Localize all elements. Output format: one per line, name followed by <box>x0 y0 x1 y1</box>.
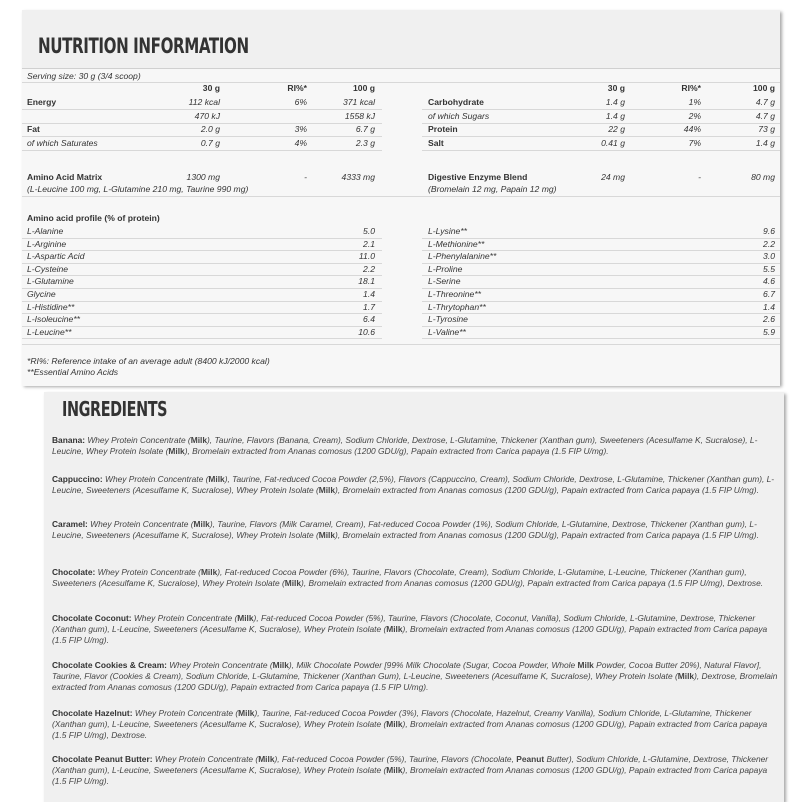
nutrient-ri: 7% <box>688 137 701 148</box>
allergen: Milk <box>386 624 403 634</box>
nutrient-100g: 73 g <box>758 124 775 134</box>
nutrient-100g: 1558 kJ <box>344 110 375 121</box>
amino-acid-value: 4.6 <box>763 276 775 287</box>
amino-acid-name: Glycine <box>27 289 56 299</box>
header-100g-left: 100 g <box>353 83 375 93</box>
ingredient-text: ), Bromelain extracted from Ananas comosus (1200 GDU/g), Papain extracted from Carica papaya (1.5 FIP U/mg), Dextrose. <box>301 578 764 588</box>
amino-profile-title: Amino acid profile (% of protein) <box>27 213 160 223</box>
amino-acid-name: L-Phenylalanine** <box>428 251 497 262</box>
amino-acid-value: 1.4 <box>763 301 775 312</box>
nutrient-name: Carbohydrate <box>428 97 484 107</box>
nutrient-100g: 4.7 g <box>755 110 775 121</box>
amino-acid-value: 11.0 <box>358 251 375 262</box>
ingredient-text: Whey Protein Concentrate ( <box>95 567 201 577</box>
ingredient-text: ), Taurine, Fat-reduced Cocoa Powder (3%), Flavors (Chocolate, Hazelnut, Creamy Vanilla), Sodium Chloride, L-Glutamine, Thickener (Xanthan gum), L-Leucine, Sweeteners (Acesulfame K, Sucralose), Whey Protein Isolate ( <box>52 708 752 729</box>
ingredients-panel <box>44 392 784 802</box>
amino-acid-value: 6.7 <box>763 289 775 299</box>
ingredient-text: Whey Protein Concentrate ( <box>87 519 194 529</box>
amino-acid-value: 5.5 <box>763 263 775 274</box>
nutrient-name: Energy <box>27 97 57 107</box>
amino-acid-name: L-Histidine** <box>27 301 75 312</box>
header-ri-left: RI%* <box>287 83 307 93</box>
ingredient-text: ), Fat-reduced Cocoa Powder (5%), Taurine, Flavors (Chocolate, Coconut, Vanilla), Sodium Chloride, L-Glutamine, Dextrose, Thickener (Xanthan gum), L-Leucine, Sweeteners (Acesulfame K, Sucralose), Whey Protein Isolate ( <box>52 613 756 634</box>
nutrient-100g: 1.4 g <box>755 137 775 148</box>
nutrient-100g: 371 kcal <box>342 97 375 107</box>
amino-acid-value: 9.6 <box>763 226 775 236</box>
amino-acid-name: L-Tyrosine <box>428 314 468 325</box>
ingredient-entry <box>52 519 778 541</box>
allergen: Milk <box>577 660 594 670</box>
amino-acid-name: L-Isoleucine** <box>27 314 81 325</box>
amino-acid-name: L-Aspartic Acid <box>27 251 85 262</box>
ingredient-entry <box>52 474 778 496</box>
nutrient-30g: 112 kcal <box>188 97 220 107</box>
allergen: Milk <box>677 671 695 681</box>
amino-acid-value: 10.6 <box>358 326 375 337</box>
ingredient-entry <box>52 613 778 646</box>
ingredient-entry <box>52 754 778 787</box>
enzyme-blend-name: Digestive Enzyme Blend <box>428 172 528 182</box>
allergen: Milk <box>258 754 275 764</box>
nutrient-name: Protein <box>428 124 458 134</box>
ingredient-flavor-name: Cappuccino: <box>52 474 103 484</box>
amino-acid-value: 1.7 <box>363 301 375 312</box>
amino-acid-value: 2.2 <box>763 238 775 249</box>
footnote-ri: *RI%: Reference intake of an average adult (8400 kJ/2000 kcal) <box>27 356 270 366</box>
amino-matrix-ri: - <box>304 172 307 182</box>
amino-matrix-100g: 4333 mg <box>341 172 375 182</box>
nutrient-name: Salt <box>428 137 444 148</box>
allergen: Milk <box>190 435 208 445</box>
amino-acid-name: L-Cysteine <box>27 263 69 274</box>
ingredient-text: Powder, Cocoa Butter 20%), Natural Flavor], Taurine, Flavor (Cookies & Cream), Sodium Chloride, L-Glutamine, Thickener (Xanthan Gum), L-Leucine, Sweeteners (Acesulfame K, Sucralose), Whey Protein Isolate ( <box>52 660 762 681</box>
allergen: Milk <box>238 708 255 718</box>
ingredient-text: Whey Protein Concentrate ( <box>152 754 259 764</box>
allergen: Milk <box>168 446 185 456</box>
ingredient-entry <box>52 435 778 457</box>
amino-acid-value: 5.9 <box>763 326 775 337</box>
amino-matrix-detail: (L-Leucine 100 mg, L-Glutamine 210 mg, Taurine 990 mg) <box>27 184 249 194</box>
ingredient-text: ), Bromelain extracted from Ananas comosus (1200 GDU/g), Papain extracted from Carica papaya (1.5 FIP U/mg). <box>335 485 759 495</box>
allergen: Milk <box>318 530 336 540</box>
amino-acid-name: L-Thrytophan** <box>428 301 486 312</box>
amino-acid-name: L-Serine <box>428 276 461 287</box>
ingredient-flavor-name: Chocolate Hazelnut: <box>52 708 133 718</box>
header-100g-right: 100 g <box>753 83 775 93</box>
ingredient-text: Whey Protein Concentrate ( <box>85 435 191 445</box>
allergen: Milk <box>272 660 289 670</box>
ingredients-title: INGREDIENTS <box>62 397 168 421</box>
nutrient-ri: 2% <box>688 110 701 121</box>
allergen: Milk <box>200 567 218 577</box>
ingredient-text: Whey Protein Concentrate ( <box>166 660 273 670</box>
ingredient-flavor-name: Chocolate: <box>52 567 96 577</box>
amino-acid-value: 2.2 <box>363 263 375 274</box>
amino-acid-value: 3.0 <box>763 251 775 262</box>
nutrient-name: of which Sugars <box>428 110 490 121</box>
footnote-essential: **Essential Amino Acids <box>27 367 119 377</box>
ingredient-text: Whey Protein Concentrate ( <box>131 613 238 623</box>
nutrient-ri: 1% <box>688 97 701 107</box>
nutrient-100g: 6.7 g <box>355 124 375 134</box>
ingredient-entry <box>52 660 778 693</box>
enzyme-blend-100g: 80 mg <box>751 172 775 182</box>
amino-acid-name: L-Valine** <box>428 326 466 337</box>
nutrient-ri: 6% <box>294 97 307 107</box>
ingredient-text: ), Bromelain extracted from Ananas comosus (1200 GDU/g), Papain extracted from Carica papaya (1.5 FIP U/mg). <box>52 624 768 645</box>
nutrient-ri: 4% <box>294 137 307 148</box>
nutrient-name: of which Saturates <box>27 137 98 148</box>
nutrient-30g: 2.0 g <box>200 124 220 134</box>
ingredient-text: ), Taurine, Fat-reduced Cocoa Powder (2,5%), Flavors (Cappuccino, Cream), Sodium Chloride, Dextrose, L-Glutamine, Thickener (Xanthan gum), L-Leucine, Sweeteners (Acesulfame K, Sucralose), Whey Protein Isolate ( <box>52 474 775 495</box>
amino-acid-name: L-Alanine <box>27 226 64 236</box>
nutrient-30g: 0.41 g <box>601 137 625 148</box>
amino-acid-value: 2.1 <box>363 238 375 249</box>
nutrient-100g: 2.3 g <box>355 137 375 148</box>
ingredient-flavor-name: Banana: <box>52 435 86 445</box>
ingredient-flavor-name: Chocolate Cookies & Cream: <box>52 660 167 670</box>
amino-acid-value: 6.4 <box>363 314 375 325</box>
nutrition-title: NUTRITION INFORMATION <box>38 34 249 58</box>
header-30g-right: 30 g <box>607 83 625 93</box>
enzyme-blend-detail: (Bromelain 12 mg, Papain 12 mg) <box>428 184 557 194</box>
ingredient-text: ), Bromelain extracted from Ananas comosus (1200 GDU/g), Papain extracted from Carica papaya (1.5 FIP U/mg). <box>52 765 768 786</box>
amino-matrix-name: Amino Acid Matrix <box>27 172 103 182</box>
nutrient-30g: 1.4 g <box>605 97 625 107</box>
ingredient-text: ), Milk Chocolate Powder [99% Milk Chocolate (Sugar, Cocoa Powder, Whole <box>288 660 578 670</box>
allergen: Milk <box>386 719 403 729</box>
nutrient-30g: 22 g <box>608 124 625 134</box>
ingredient-text: Butter), Sodium Chloride, L-Glutamine, Dextrose, Thickener (Xanthan gum), L-Leucine, Sweeteners (Acesulfame K, Sucralose), Whey Protein Isolate ( <box>52 754 769 775</box>
nutrient-30g: 470 kJ <box>194 110 220 121</box>
nutrition-table <box>22 68 780 386</box>
allergen: Milk <box>284 578 302 588</box>
ingredient-flavor-name: Chocolate Coconut: <box>52 613 132 623</box>
header-ri-right: RI%* <box>681 83 701 93</box>
ingredient-text: ), Bromelain extracted from Ananas comosus (1200 GDU/g), Papain extracted from Carica papaya (1.5 FIP U/mg). <box>184 446 609 456</box>
amino-acid-name: L-Arginine <box>27 238 67 249</box>
allergen: Milk <box>208 474 225 484</box>
amino-acid-value: 18.1 <box>358 276 375 287</box>
nutrient-name: Fat <box>27 124 40 134</box>
ingredient-entry <box>52 567 778 589</box>
allergen: Peanut <box>516 754 545 764</box>
amino-acid-name: L-Leucine** <box>27 326 72 337</box>
nutrient-100g: 4.7 g <box>755 97 775 107</box>
amino-acid-value: 2.6 <box>763 314 775 325</box>
ingredient-text: ), Bromelain extracted from Ananas comosus (1200 GDU/g), Papain extracted from Carica papaya (1.5 FIP U/mg). <box>335 530 759 540</box>
ingredient-text: ), Fat-reduced Cocoa Powder (6%), Taurine, Flavors (Chocolate, Cream), Sodium Chloride, L-Glutamine, L-Leucine, Thickener (Xanthan gum), Sweeteners (Acesulfame K, Sucralose), Whey Protein Isolate ( <box>52 567 747 588</box>
allergen: Milk <box>386 765 403 775</box>
enzyme-blend-ri: - <box>698 172 701 182</box>
amino-acid-name: L-Glutamine <box>27 276 74 287</box>
nutrient-30g: 1.4 g <box>605 110 625 121</box>
ingredient-text: ), Dextrose, Bromelain extracted from Ananas comosus (1200 GDU/g), Papain extracted from Carica papaya (1.5 FIP U/mg). <box>52 671 778 692</box>
nutrition-panel <box>22 10 780 385</box>
ingredient-flavor-name: Caramel: <box>52 519 88 529</box>
amino-matrix-30g: 1300 mg <box>186 172 220 182</box>
nutrient-30g: 0.7 g <box>200 137 220 148</box>
ingredient-text: ), Taurine, Flavors (Milk Caramel, Cream), Fat-reduced Cocoa Powder (1%), Sodium Chloride, L-Glutamine, Dextrose, Thickener (Xanthan gum), L-Leucine, Sweeteners (Acesulfame K, Sucralose), Whey Protein Isolate ( <box>52 519 757 540</box>
ingredient-text: ), Fat-reduced Cocoa Powder (5%), Taurine, Flavors (Chocolate, <box>274 754 517 764</box>
amino-acid-value: 5.0 <box>363 226 375 236</box>
ingredient-entry <box>52 708 778 741</box>
amino-acid-name: L-Proline <box>428 263 463 274</box>
allergen: Milk <box>193 519 210 529</box>
amino-acid-value: 1.4 <box>363 289 375 299</box>
nutrient-ri: 44% <box>683 124 701 134</box>
ingredient-text: ), Bromelain extracted from Ananas comosus (1200 GDU/g), Papain extracted from Carica papaya (1.5 FIP U/mg), Dextrose. <box>52 719 768 740</box>
amino-acid-name: L-Lysine** <box>428 226 468 236</box>
serving-size: Serving size: 30 g (3/4 scoop) <box>27 71 141 81</box>
ingredient-text: Whey Protein Concentrate ( <box>102 474 209 484</box>
nutrient-ri: 3% <box>294 124 307 134</box>
ingredient-text: Whey Protein Concentrate ( <box>132 708 239 718</box>
allergen: Milk <box>237 613 254 623</box>
amino-acid-name: L-Threonine** <box>428 289 482 299</box>
header-30g-left: 30 g <box>202 83 220 93</box>
ingredient-text: ), Taurine, Flavors (Banana, Cream), Sodium Chloride, Dextrose, L-Glutamine, Thickener (Xanthan gum), Sweeteners (Acesulfame K, Sucralose), L-Leucine, Whey Protein Isolate ( <box>52 435 758 456</box>
enzyme-blend-30g: 24 mg <box>601 172 625 182</box>
amino-acid-name: L-Methionine** <box>428 238 485 249</box>
allergen: Milk <box>318 485 336 495</box>
ingredient-flavor-name: Chocolate Peanut Butter: <box>52 754 153 764</box>
